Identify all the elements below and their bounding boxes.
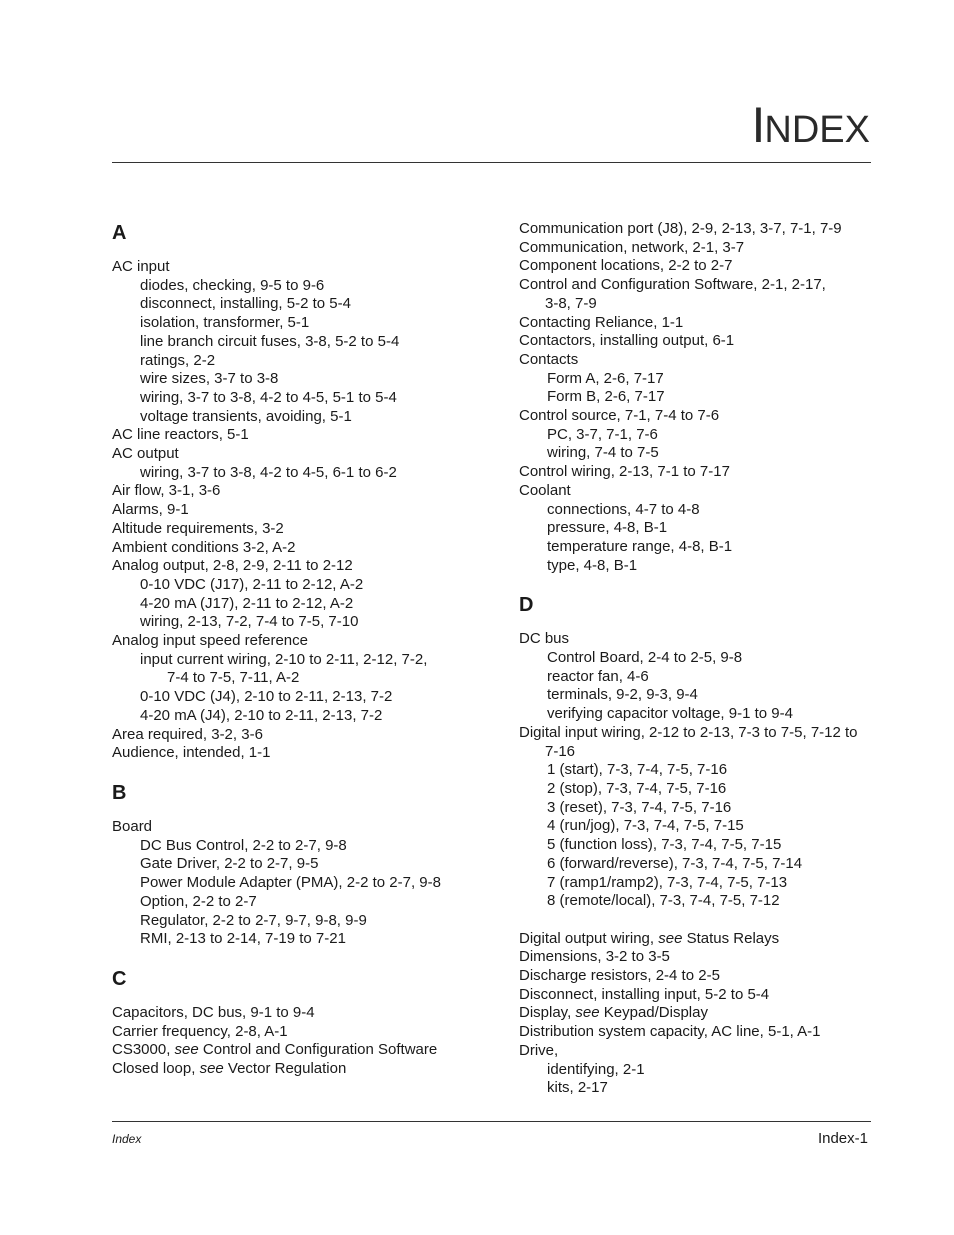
page-title-initial: I — [751, 97, 765, 153]
index-subentry: type, 4-8, B-1 — [547, 556, 638, 574]
index-subentry: 4-20 mA (J17), 2-11 to 2-12, A-2 — [140, 594, 354, 612]
index-subentry: verifying capacitor voltage, 9-1 to 9-4 — [547, 705, 793, 723]
index-subentry: reactor fan, 4-6 — [547, 667, 649, 685]
index-subentry: line branch circuit fuses, 3-8, 5-2 to 5-4 — [140, 332, 400, 350]
index-entry: Analog input speed reference — [112, 632, 308, 650]
index-entry-continuation: 3-8, 7-9 — [545, 294, 597, 312]
index-entry: Capacitors, DC bus, 9-1 to 9-4 — [112, 1003, 315, 1021]
index-entry: Ambient conditions 3-2, A-2 — [112, 538, 296, 556]
index-entry: Disconnect, installing input, 5-2 to 5-4 — [519, 985, 770, 1003]
footer-rule — [112, 1121, 871, 1122]
index-subentry: Option, 2-2 to 2-7 — [140, 892, 257, 910]
index-section-c-continued — [519, 220, 879, 575]
blank-line — [519, 911, 879, 930]
index-section-c — [112, 967, 492, 1079]
index-subentry: Gate Driver, 2-2 to 2-7, 9-5 — [140, 855, 319, 873]
entry-text: Vector Regulation — [223, 1060, 347, 1078]
index-subentry: 2 (stop), 7-3, 7-4, 7-5, 7-16 — [547, 779, 727, 797]
index-subentry: DC Bus Control, 2-2 to 2-7, 9-8 — [140, 836, 347, 854]
entry-text: Closed loop, — [112, 1060, 200, 1078]
index-subentry: wiring, 2-13, 7-2, 7-4 to 7-5, 7-10 — [140, 613, 359, 631]
see-reference: see — [199, 1060, 224, 1078]
index-subentry: 8 (remote/local), 7-3, 7-4, 7-5, 7-12 — [547, 892, 780, 910]
see-reference: see — [174, 1041, 199, 1059]
index-entry: Contacting Reliance, 1-1 — [519, 313, 684, 331]
section-letter: C — [112, 967, 127, 990]
index-entry — [112, 1041, 492, 1060]
index-entry: Component locations, 2-2 to 2-7 — [519, 257, 733, 275]
index-subentry: PC, 3-7, 7-1, 7-6 — [547, 425, 658, 443]
index-entry — [519, 930, 879, 949]
index-entry: Drive, — [519, 1041, 559, 1059]
index-entry — [112, 1060, 492, 1079]
index-subentry: diodes, checking, 9-5 to 9-6 — [140, 276, 325, 294]
header-rule — [112, 162, 871, 163]
index-subentry: Power Module Adapter (PMA), 2-2 to 2-7, 9-8 — [140, 874, 441, 892]
index-subentry: 0-10 VDC (J4), 2-10 to 2-11, 2-13, 7-2 — [140, 688, 393, 706]
index-subentry: 7-4 to 7-5, 7-11, A-2 — [167, 669, 300, 687]
index-entry: Carrier frequency, 2-8, A-1 — [112, 1022, 288, 1040]
index-entry: AC input — [112, 258, 170, 275]
index-subentry: wiring, 7-4 to 7-5 — [547, 444, 659, 462]
page-title-rest: NDEX — [764, 109, 870, 151]
index-subentry: 7 (ramp1/ramp2), 7-3, 7-4, 7-5, 7-13 — [547, 873, 788, 891]
index-subentry: 3 (reset), 7-3, 7-4, 7-5, 7-16 — [547, 798, 732, 816]
entry-text: Digital output wiring, — [519, 929, 659, 947]
index-subentry: RMI, 2-13 to 2-14, 7-19 to 7-21 — [140, 930, 346, 948]
index-subentry: terminals, 9-2, 9-3, 9-4 — [547, 686, 698, 704]
index-entry: Alarms, 9-1 — [112, 501, 189, 519]
index-subentry: 0-10 VDC (J17), 2-11 to 2-12, A-2 — [140, 575, 364, 593]
see-reference: see — [658, 929, 683, 947]
entry-text: Display, — [519, 1004, 576, 1022]
see-reference: see — [575, 1004, 600, 1022]
index-subentry: temperature range, 4-8, B-1 — [547, 537, 733, 555]
index-column-left — [112, 221, 492, 1079]
index-entry: Audience, intended, 1-1 — [112, 744, 271, 762]
index-subentry: identifying, 2-1 — [547, 1060, 645, 1078]
index-subentry: wire sizes, 3-7 to 3-8 — [140, 370, 279, 388]
index-entry: Contactors, installing output, 6-1 — [519, 332, 735, 350]
index-entry: Analog output, 2-8, 2-9, 2-11 to 2-12 — [112, 557, 353, 575]
index-subentry: Regulator, 2-2 to 2-7, 9-7, 9-8, 9-9 — [140, 911, 367, 929]
index-subentry: 4 (run/jog), 7-3, 7-4, 7-5, 7-15 — [547, 817, 744, 835]
index-entry: Control wiring, 2-13, 7-1 to 7-17 — [519, 463, 730, 481]
index-subentry: isolation, transformer, 5-1 — [140, 314, 310, 332]
index-entry — [519, 1004, 879, 1023]
footer-section-label: Index — [112, 1132, 142, 1146]
index-subentry: Form B, 2-6, 7-17 — [547, 388, 665, 406]
index-entry: Coolant — [519, 481, 571, 499]
index-entry-continuation: 7-16 — [545, 742, 576, 760]
index-subentry: pressure, 4-8, B-1 — [547, 519, 668, 537]
index-entry: Digital input wiring, 2-12 to 2-13, 7-3 to 7-5, 7-12 to — [519, 723, 858, 741]
index-subentry: disconnect, installing, 5-2 to 5-4 — [140, 295, 351, 313]
index-subentry: 6 (forward/reverse), 7-3, 7-4, 7-5, 7-14 — [547, 854, 803, 872]
index-entry: Control and Configuration Software, 2-1, 2-17, — [519, 276, 826, 294]
entry-text: Status Relays — [682, 929, 780, 947]
index-subentry: ratings, 2-2 — [140, 351, 216, 369]
index-entry: Distribution system capacity, AC line, 5-1, A-1 — [519, 1023, 821, 1041]
entry-text: Keypad/Display — [599, 1004, 708, 1022]
index-entry: Communication, network, 2-1, 3-7 — [519, 238, 745, 256]
index-entry: DC bus — [519, 630, 570, 648]
index-entry: Area required, 3-2, 3-6 — [112, 725, 263, 743]
index-entry: Air flow, 3-1, 3-6 — [112, 482, 221, 500]
index-entry: Altitude requirements, 3-2 — [112, 519, 284, 537]
index-entry: Board — [112, 817, 153, 835]
index-column-right — [519, 220, 879, 1098]
index-entry: AC line reactors, 5-1 — [112, 426, 249, 444]
section-letter: B — [112, 781, 127, 804]
index-entry: Contacts — [519, 350, 579, 368]
index-subentry: input current wiring, 2-10 to 2-11, 2-12, 7-2, — [140, 650, 428, 668]
index-entry: Dimensions, 3-2 to 3-5 — [519, 948, 670, 966]
entry-text: Control and Configuration Software — [198, 1041, 438, 1059]
section-letter: D — [519, 594, 534, 617]
section-letter: A — [112, 222, 127, 244]
page-title — [751, 97, 870, 153]
index-subentry: 1 (start), 7-3, 7-4, 7-5, 7-16 — [547, 761, 728, 779]
index-entry: Communication port (J8), 2-9, 2-13, 3-7, 7-1, 7-9 — [519, 220, 842, 237]
index-subentry: wiring, 3-7 to 3-8, 4-2 to 4-5, 6-1 to 6-2 — [140, 463, 397, 481]
footer-page-number: Index-1 — [817, 1130, 868, 1147]
index-subentry: Control Board, 2-4 to 2-5, 9-8 — [547, 649, 743, 667]
index-section-a — [112, 221, 492, 763]
index-subentry: wiring, 3-7 to 3-8, 4-2 to 4-5, 5-1 to 5-4 — [140, 388, 397, 406]
index-subentry: kits, 2-17 — [547, 1079, 608, 1097]
index-entry: AC output — [112, 445, 179, 463]
index-subentry: connections, 4-7 to 4-8 — [547, 500, 700, 518]
index-entry: Discharge resistors, 2-4 to 2-5 — [519, 967, 720, 984]
entry-text: CS3000, — [112, 1041, 175, 1059]
index-entry: Control source, 7-1, 7-4 to 7-6 — [519, 407, 720, 425]
index-subentry: 4-20 mA (J4), 2-10 to 2-11, 2-13, 7-2 — [140, 706, 383, 724]
index-subentry: Form A, 2-6, 7-17 — [547, 369, 664, 387]
index-subentry: 5 (function loss), 7-3, 7-4, 7-5, 7-15 — [547, 836, 782, 854]
index-section-d — [519, 593, 879, 1098]
index-subentry: voltage transients, avoiding, 5-1 — [140, 407, 352, 425]
index-section-b — [112, 781, 492, 949]
